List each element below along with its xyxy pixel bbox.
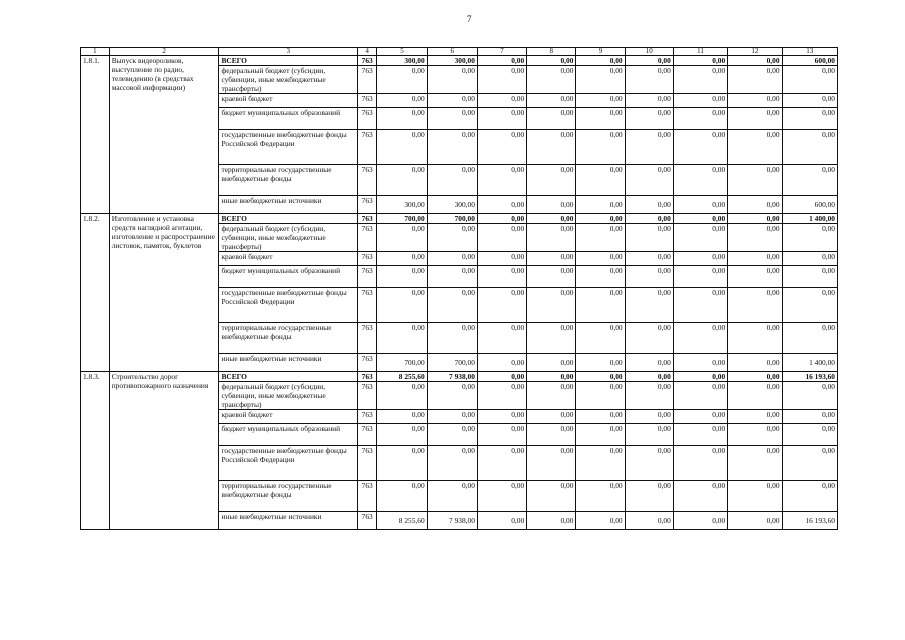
amount-cell: 0,00 <box>728 288 782 323</box>
amount-cell: 0,00 <box>673 323 727 354</box>
amount-cell: 0,00 <box>477 323 526 354</box>
column-header: 4 <box>357 48 376 56</box>
amount-cell: 0,00 <box>728 165 782 196</box>
amount-cell: 0,00 <box>527 372 576 382</box>
amount-cell: 0,00 <box>377 252 427 266</box>
amount-cell: 0,00 <box>576 252 625 266</box>
amount-cell: 0,00 <box>625 56 673 66</box>
amount-cell: 0,00 <box>477 354 526 372</box>
amount-cell: 0,00 <box>477 481 526 512</box>
amount-cell: 0,00 <box>527 512 576 530</box>
amount-cell: 0,00 <box>527 56 576 66</box>
amount-cell: 0,00 <box>527 354 576 372</box>
amount-cell: 0,00 <box>477 252 526 266</box>
amount-cell: 0,00 <box>728 252 782 266</box>
column-header: 1 <box>81 48 110 56</box>
amount-cell: 0,00 <box>477 94 526 108</box>
amount-cell: 0,00 <box>427 323 477 354</box>
amount-cell: 0,00 <box>477 165 526 196</box>
amount-cell: 0,00 <box>728 66 782 94</box>
amount-cell: 0,00 <box>625 512 673 530</box>
budget-code: 763 <box>357 56 376 66</box>
column-header: 7 <box>477 48 526 56</box>
column-header: 13 <box>782 48 837 56</box>
amount-cell: 0,00 <box>782 323 837 354</box>
budget-code: 763 <box>357 323 376 354</box>
amount-cell: 0,00 <box>673 94 727 108</box>
amount-cell: 0,00 <box>782 446 837 481</box>
amount-cell: 0,00 <box>673 130 727 165</box>
amount-cell: 0,00 <box>728 372 782 382</box>
section-number: 1.8.2. <box>81 214 110 372</box>
amount-cell: 0,00 <box>576 512 625 530</box>
amount-cell: 0,00 <box>477 130 526 165</box>
amount-cell: 0,00 <box>673 196 727 214</box>
funding-source-label: бюджет муниципальных образований <box>219 266 357 288</box>
amount-cell: 0,00 <box>377 94 427 108</box>
amount-cell: 1 400,00 <box>782 354 837 372</box>
funding-source-label: иные внебюджетные источники <box>219 354 357 372</box>
amount-cell: 0,00 <box>576 446 625 481</box>
amount-cell: 0,00 <box>782 94 837 108</box>
amount-cell: 0,00 <box>576 410 625 424</box>
amount-cell: 0,00 <box>527 481 576 512</box>
amount-cell: 0,00 <box>625 323 673 354</box>
amount-cell: 0,00 <box>527 410 576 424</box>
amount-cell: 0,00 <box>527 66 576 94</box>
amount-cell: 0,00 <box>427 165 477 196</box>
amount-cell: 0,00 <box>673 382 727 410</box>
amount-cell: 0,00 <box>673 66 727 94</box>
amount-cell: 0,00 <box>377 130 427 165</box>
amount-cell: 0,00 <box>377 410 427 424</box>
page-number: 7 <box>467 14 472 24</box>
amount-cell: 0,00 <box>377 424 427 446</box>
amount-cell: 0,00 <box>576 288 625 323</box>
amount-cell: 0,00 <box>527 323 576 354</box>
column-header: 8 <box>527 48 576 56</box>
amount-cell: 16 193,60 <box>782 372 837 382</box>
amount-cell: 0,00 <box>625 446 673 481</box>
amount-cell: 0,00 <box>477 512 526 530</box>
amount-cell: 0,00 <box>427 224 477 252</box>
funding-source-label: федеральный бюджет (субсидии, субвенции, иные межбюджетные трансферты) <box>219 382 357 410</box>
column-header: 3 <box>219 48 357 56</box>
amount-cell: 0,00 <box>576 224 625 252</box>
section-total-row <box>81 56 838 66</box>
amount-cell: 600,00 <box>782 196 837 214</box>
budget-code: 763 <box>357 512 376 530</box>
amount-cell: 0,00 <box>728 446 782 481</box>
amount-cell: 0,00 <box>377 481 427 512</box>
amount-cell: 0,00 <box>527 196 576 214</box>
column-header: 11 <box>673 48 727 56</box>
amount-cell: 0,00 <box>728 214 782 224</box>
budget-code: 763 <box>357 481 376 512</box>
funding-source-label: государственные внебюджетные фонды Российской Федерации <box>219 130 357 165</box>
amount-cell: 16 193,60 <box>782 512 837 530</box>
amount-cell: 0,00 <box>576 94 625 108</box>
budget-code: 763 <box>357 252 376 266</box>
budget-code: 763 <box>357 224 376 252</box>
amount-cell: 0,00 <box>576 56 625 66</box>
amount-cell: 0,00 <box>673 372 727 382</box>
amount-cell: 300,00 <box>427 196 477 214</box>
amount-cell: 0,00 <box>782 481 837 512</box>
amount-cell: 0,00 <box>477 196 526 214</box>
amount-cell: 0,00 <box>576 481 625 512</box>
budget-code: 763 <box>357 354 376 372</box>
amount-cell: 0,00 <box>576 424 625 446</box>
amount-cell: 0,00 <box>427 266 477 288</box>
amount-cell: 0,00 <box>625 94 673 108</box>
amount-cell: 0,00 <box>728 323 782 354</box>
amount-cell: 0,00 <box>527 424 576 446</box>
amount-cell: 0,00 <box>673 481 727 512</box>
amount-cell: 0,00 <box>576 323 625 354</box>
amount-cell: 0,00 <box>625 288 673 323</box>
amount-cell: 0,00 <box>673 288 727 323</box>
budget-code: 763 <box>357 108 376 130</box>
amount-cell: 0,00 <box>782 130 837 165</box>
amount-cell: 0,00 <box>782 288 837 323</box>
amount-cell: 0,00 <box>728 224 782 252</box>
amount-cell: 7 938,00 <box>427 512 477 530</box>
amount-cell: 0,00 <box>377 288 427 323</box>
amount-cell: 0,00 <box>728 382 782 410</box>
amount-cell: 0,00 <box>527 288 576 323</box>
amount-cell: 0,00 <box>782 224 837 252</box>
funding-source-label: федеральный бюджет (субсидии, субвенции, иные межбюджетные трансферты) <box>219 66 357 94</box>
amount-cell: 0,00 <box>576 354 625 372</box>
amount-cell: 0,00 <box>377 165 427 196</box>
column-header: 12 <box>728 48 782 56</box>
section-number: 1.8.3. <box>81 372 110 530</box>
amount-cell: 0,00 <box>377 108 427 130</box>
amount-cell: 0,00 <box>625 214 673 224</box>
amount-cell: 0,00 <box>576 108 625 130</box>
amount-cell: 0,00 <box>477 424 526 446</box>
budget-code: 763 <box>357 66 376 94</box>
amount-cell: 0,00 <box>427 288 477 323</box>
amount-cell: 0,00 <box>782 108 837 130</box>
amount-cell: 0,00 <box>576 66 625 94</box>
amount-cell: 0,00 <box>728 130 782 165</box>
amount-cell: 0,00 <box>427 382 477 410</box>
funding-source-label: территориальные государственные внебюджетные фонды <box>219 165 357 196</box>
amount-cell: 0,00 <box>728 196 782 214</box>
amount-cell: 0,00 <box>377 382 427 410</box>
amount-cell: 0,00 <box>782 382 837 410</box>
amount-cell: 0,00 <box>673 214 727 224</box>
funding-source-label: иные внебюджетные источники <box>219 196 357 214</box>
amount-cell: 0,00 <box>527 252 576 266</box>
amount-cell: 0,00 <box>782 266 837 288</box>
amount-cell: 0,00 <box>427 108 477 130</box>
budget-code: 763 <box>357 410 376 424</box>
column-header: 6 <box>427 48 477 56</box>
funding-source-label: ВСЕГО <box>219 56 357 66</box>
amount-cell: 0,00 <box>625 382 673 410</box>
amount-cell: 0,00 <box>477 372 526 382</box>
column-header: 9 <box>576 48 625 56</box>
amount-cell: 300,00 <box>377 196 427 214</box>
section-total-row <box>81 214 838 224</box>
amount-cell: 0,00 <box>625 165 673 196</box>
amount-cell: 0,00 <box>427 424 477 446</box>
section-name: Выпуск видеороликов, выступление по радио, телевидению (в средствах массовой информации) <box>109 56 219 214</box>
column-header: 2 <box>109 48 219 56</box>
amount-cell: 300,00 <box>427 56 477 66</box>
budget-code: 763 <box>357 94 376 108</box>
funding-source-label: бюджет муниципальных образований <box>219 424 357 446</box>
amount-cell: 0,00 <box>673 424 727 446</box>
amount-cell: 0,00 <box>576 372 625 382</box>
budget-code: 763 <box>357 130 376 165</box>
funding-source-label: ВСЕГО <box>219 214 357 224</box>
amount-cell: 0,00 <box>673 446 727 481</box>
amount-cell: 0,00 <box>477 446 526 481</box>
amount-cell: 0,00 <box>728 354 782 372</box>
budget-code: 763 <box>357 196 376 214</box>
funding-source-label: краевой бюджет <box>219 94 357 108</box>
amount-cell: 0,00 <box>377 323 427 354</box>
funding-source-label: ВСЕГО <box>219 372 357 382</box>
amount-cell: 0,00 <box>728 512 782 530</box>
amount-cell: 0,00 <box>625 224 673 252</box>
amount-cell: 0,00 <box>782 424 837 446</box>
budget-code: 763 <box>357 288 376 323</box>
amount-cell: 0,00 <box>477 214 526 224</box>
amount-cell: 600,00 <box>782 56 837 66</box>
amount-cell: 0,00 <box>625 481 673 512</box>
amount-cell: 0,00 <box>673 410 727 424</box>
amount-cell: 0,00 <box>527 382 576 410</box>
amount-cell: 0,00 <box>477 108 526 130</box>
section-name: Изготовление и установка средств наглядной агитации, изготовление и распространение листовок, памяток, буклетов <box>109 214 219 372</box>
amount-cell: 0,00 <box>427 66 477 94</box>
amount-cell: 0,00 <box>673 266 727 288</box>
amount-cell: 8 255,60 <box>377 512 427 530</box>
funding-source-label: территориальные государственные внебюджетные фонды <box>219 323 357 354</box>
amount-cell: 0,00 <box>673 252 727 266</box>
amount-cell: 0,00 <box>527 165 576 196</box>
amount-cell: 0,00 <box>427 481 477 512</box>
funding-source-label: федеральный бюджет (субсидии, субвенции, иные межбюджетные трансферты) <box>219 224 357 252</box>
budget-code: 763 <box>357 214 376 224</box>
amount-cell: 0,00 <box>673 108 727 130</box>
amount-cell: 0,00 <box>477 382 526 410</box>
amount-cell: 0,00 <box>527 266 576 288</box>
amount-cell: 0,00 <box>377 446 427 481</box>
section-total-row <box>81 372 838 382</box>
column-header-row <box>81 48 838 56</box>
funding-source-label: краевой бюджет <box>219 410 357 424</box>
funding-source-label: государственные внебюджетные фонды Российской Федерации <box>219 288 357 323</box>
amount-cell: 0,00 <box>377 266 427 288</box>
amount-cell: 0,00 <box>673 224 727 252</box>
funding-source-label: территориальные государственные внебюджетные фонды <box>219 481 357 512</box>
amount-cell: 0,00 <box>576 165 625 196</box>
amount-cell: 0,00 <box>625 196 673 214</box>
amount-cell: 700,00 <box>377 214 427 224</box>
amount-cell: 0,00 <box>576 382 625 410</box>
budget-code: 763 <box>357 266 376 288</box>
budget-code: 763 <box>357 446 376 481</box>
amount-cell: 0,00 <box>728 266 782 288</box>
amount-cell: 0,00 <box>782 252 837 266</box>
amount-cell: 0,00 <box>477 288 526 323</box>
amount-cell: 0,00 <box>377 224 427 252</box>
amount-cell: 0,00 <box>477 66 526 94</box>
amount-cell: 0,00 <box>527 94 576 108</box>
amount-cell: 1 400,00 <box>782 214 837 224</box>
amount-cell: 0,00 <box>527 130 576 165</box>
amount-cell: 0,00 <box>477 410 526 424</box>
budget-code: 763 <box>357 372 376 382</box>
column-header: 5 <box>377 48 427 56</box>
amount-cell: 0,00 <box>673 165 727 196</box>
amount-cell: 0,00 <box>728 94 782 108</box>
amount-cell: 0,00 <box>625 410 673 424</box>
amount-cell: 0,00 <box>477 56 526 66</box>
amount-cell: 0,00 <box>728 410 782 424</box>
funding-source-label: краевой бюджет <box>219 252 357 266</box>
amount-cell: 0,00 <box>728 481 782 512</box>
amount-cell: 0,00 <box>673 56 727 66</box>
amount-cell: 0,00 <box>782 410 837 424</box>
amount-cell: 0,00 <box>625 354 673 372</box>
amount-cell: 300,00 <box>377 56 427 66</box>
amount-cell: 0,00 <box>477 224 526 252</box>
budget-code: 763 <box>357 424 376 446</box>
budget-table <box>80 47 838 530</box>
amount-cell: 0,00 <box>477 266 526 288</box>
section-number: 1.8.1. <box>81 56 110 214</box>
amount-cell: 0,00 <box>625 108 673 130</box>
amount-cell: 700,00 <box>377 354 427 372</box>
amount-cell: 0,00 <box>625 424 673 446</box>
amount-cell: 0,00 <box>576 266 625 288</box>
amount-cell: 0,00 <box>377 66 427 94</box>
amount-cell: 0,00 <box>427 252 477 266</box>
budget-code: 763 <box>357 382 376 410</box>
amount-cell: 8 255,60 <box>377 372 427 382</box>
budget-code: 763 <box>357 165 376 196</box>
amount-cell: 0,00 <box>782 66 837 94</box>
amount-cell: 0,00 <box>527 108 576 130</box>
funding-source-label: государственные внебюджетные фонды Российской Федерации <box>219 446 357 481</box>
amount-cell: 0,00 <box>576 214 625 224</box>
amount-cell: 0,00 <box>576 196 625 214</box>
funding-source-label: иные внебюджетные источники <box>219 512 357 530</box>
amount-cell: 0,00 <box>625 130 673 165</box>
amount-cell: 0,00 <box>625 66 673 94</box>
amount-cell: 0,00 <box>728 424 782 446</box>
amount-cell: 700,00 <box>427 354 477 372</box>
amount-cell: 0,00 <box>673 512 727 530</box>
amount-cell: 0,00 <box>427 94 477 108</box>
amount-cell: 0,00 <box>527 446 576 481</box>
amount-cell: 0,00 <box>427 446 477 481</box>
amount-cell: 700,00 <box>427 214 477 224</box>
amount-cell: 0,00 <box>576 130 625 165</box>
section-name: Строительство дорог противопожарного назначения <box>109 372 219 530</box>
amount-cell: 0,00 <box>728 56 782 66</box>
amount-cell: 0,00 <box>427 130 477 165</box>
amount-cell: 0,00 <box>527 214 576 224</box>
amount-cell: 0,00 <box>427 410 477 424</box>
amount-cell: 0,00 <box>728 108 782 130</box>
amount-cell: 0,00 <box>625 252 673 266</box>
amount-cell: 0,00 <box>625 266 673 288</box>
amount-cell: 0,00 <box>527 224 576 252</box>
amount-cell: 0,00 <box>782 165 837 196</box>
amount-cell: 7 938,00 <box>427 372 477 382</box>
amount-cell: 0,00 <box>625 372 673 382</box>
amount-cell: 0,00 <box>673 354 727 372</box>
column-header: 10 <box>625 48 673 56</box>
funding-source-label: бюджет муниципальных образований <box>219 108 357 130</box>
